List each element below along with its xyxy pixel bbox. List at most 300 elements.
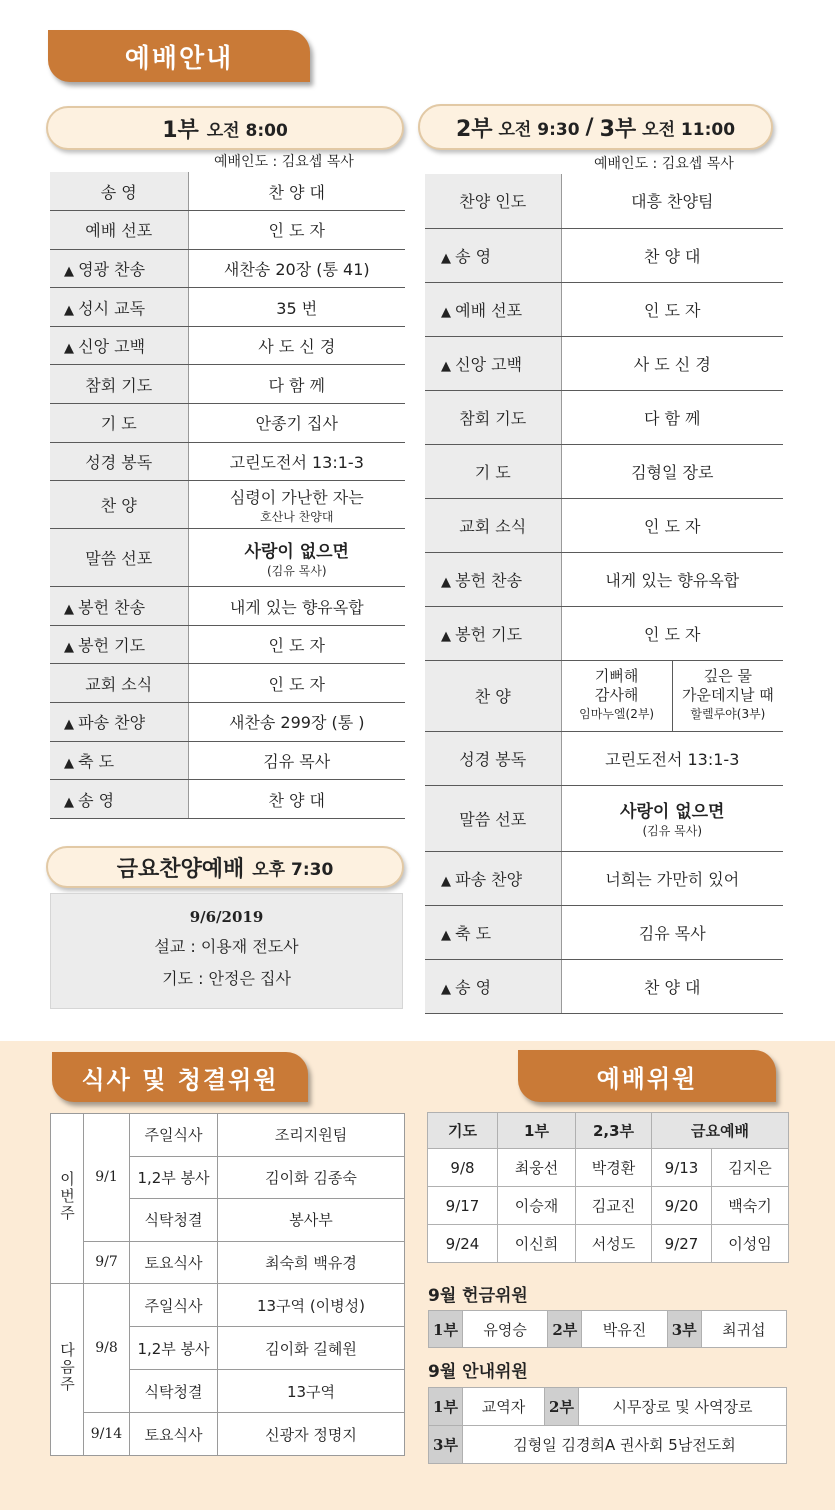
order-value-cell bbox=[188, 365, 405, 404]
order-value: 김유 목사 bbox=[638, 923, 706, 943]
worship-committee-banner bbox=[518, 1050, 776, 1102]
order-label: 봉헌 기도 bbox=[78, 636, 146, 656]
usher-table bbox=[428, 1387, 787, 1464]
offering-service-cell bbox=[548, 1311, 582, 1348]
worship-cell bbox=[652, 1225, 712, 1263]
order-label-cell bbox=[425, 444, 561, 498]
worship-p23: 서성도 bbox=[591, 1235, 636, 1253]
worship-header: 1부 bbox=[524, 1122, 549, 1140]
service23-header bbox=[418, 104, 773, 150]
order-label-cell bbox=[50, 529, 188, 587]
order-value-cell bbox=[561, 282, 783, 336]
order-value: 새찬송 299장 (통 ) bbox=[228, 713, 365, 733]
usher-name: 김형일 김경희A 권사회 5남전도회 bbox=[513, 1436, 736, 1454]
order-value-cell bbox=[188, 529, 405, 587]
order-value: 내게 있는 향유옥합 bbox=[605, 570, 740, 590]
meal-date: 9/1 bbox=[95, 1169, 118, 1186]
order-row bbox=[50, 780, 405, 819]
order-value-cell bbox=[188, 172, 405, 211]
usher-service: 3부 bbox=[433, 1436, 458, 1454]
order-value-cell bbox=[188, 587, 405, 626]
praise-left bbox=[562, 661, 673, 731]
praise-right-line1: 깊은 물 bbox=[703, 667, 752, 685]
friday-title: 금요찬양예배 bbox=[116, 856, 245, 882]
order-label: 봉헌 기도 bbox=[455, 624, 523, 644]
usher-name-cell bbox=[463, 1388, 545, 1426]
worship-fname: 백숙기 bbox=[728, 1197, 772, 1215]
worship-header-cell bbox=[498, 1113, 576, 1149]
order-row-praise bbox=[425, 660, 783, 731]
worship-fdate: 9/27 bbox=[664, 1234, 699, 1253]
meal-date-cell bbox=[84, 1114, 130, 1242]
order-value-sub: (김유 목사) bbox=[642, 824, 703, 838]
worship-p1: 최웅선 bbox=[514, 1159, 559, 1177]
order-value: 찬 양 대 bbox=[643, 977, 701, 997]
order-row bbox=[50, 404, 405, 443]
meal-row bbox=[51, 1413, 405, 1456]
offering-service: 1부 bbox=[433, 1320, 458, 1339]
order-value-cell bbox=[188, 625, 405, 664]
order-value-cell bbox=[561, 498, 783, 552]
order-value: 인 도 자 bbox=[643, 516, 701, 536]
meal-task-cell bbox=[130, 1156, 218, 1199]
offering-service-cell bbox=[667, 1311, 701, 1348]
order-value-cell bbox=[561, 785, 783, 851]
worship-row bbox=[428, 1225, 789, 1263]
order-label: 송 영 bbox=[100, 182, 137, 202]
worship-cell bbox=[428, 1225, 498, 1263]
worship-date: 9/24 bbox=[445, 1234, 480, 1253]
order-label-cell bbox=[425, 552, 561, 606]
meal-task-cell bbox=[130, 1241, 218, 1284]
triangle-icon: ▲ bbox=[441, 358, 456, 374]
service2-title: 2부 bbox=[455, 116, 493, 142]
service1-order-table bbox=[50, 172, 405, 819]
friday-prayer: 기도 : 안정은 집사 bbox=[162, 969, 291, 988]
meal-who: 조리지원팀 bbox=[274, 1126, 348, 1145]
order-row bbox=[50, 326, 405, 365]
worship-cell bbox=[712, 1225, 789, 1263]
usher-row bbox=[429, 1388, 787, 1426]
order-value: 너희는 가만히 있어 bbox=[605, 869, 740, 889]
title-separator: / bbox=[585, 114, 594, 140]
order-value: 다 함 께 bbox=[268, 375, 326, 395]
triangle-icon: ▲ bbox=[441, 304, 456, 320]
worship-header-cell bbox=[576, 1113, 652, 1149]
order-value-cell bbox=[188, 780, 405, 819]
meal-week: 이번주 bbox=[58, 1170, 76, 1222]
order-row bbox=[425, 336, 783, 390]
order-label: 성경 봉독 bbox=[459, 749, 527, 769]
worship-fname: 김지은 bbox=[728, 1159, 772, 1177]
order-label: 기 도 bbox=[474, 462, 511, 482]
triangle-icon: ▲ bbox=[64, 302, 79, 318]
meal-who-cell bbox=[218, 1114, 405, 1157]
worship-committee-table bbox=[427, 1112, 789, 1263]
meal-task: 토요식사 bbox=[144, 1425, 203, 1444]
service23-order-table bbox=[425, 174, 783, 1014]
triangle-icon: ▲ bbox=[64, 717, 79, 733]
order-value: 새찬송 20장 (통 41) bbox=[223, 259, 370, 279]
worship-cell bbox=[498, 1149, 576, 1187]
page-title: 예배안내 bbox=[124, 43, 234, 74]
order-value: 인 도 자 bbox=[268, 636, 326, 656]
meal-who-cell bbox=[218, 1199, 405, 1242]
meal-task: 주일식사 bbox=[144, 1126, 203, 1145]
order-label: 찬 양 bbox=[100, 496, 137, 516]
usher-name: 시무장로 및 사역장로 bbox=[612, 1398, 753, 1416]
triangle-icon: ▲ bbox=[64, 755, 79, 771]
worship-fdate: 9/13 bbox=[664, 1158, 699, 1177]
offering-name-cell bbox=[463, 1311, 548, 1348]
order-value-cell bbox=[188, 664, 405, 703]
order-label-cell bbox=[425, 282, 561, 336]
order-value: 안종기 집사 bbox=[255, 414, 338, 434]
worship-cell bbox=[652, 1187, 712, 1225]
order-value-cell bbox=[561, 959, 783, 1013]
meal-week-cell bbox=[51, 1114, 84, 1284]
meal-who: 신광자 정명지 bbox=[265, 1425, 357, 1444]
order-value-cell bbox=[561, 228, 783, 282]
order-value-cell bbox=[561, 851, 783, 905]
worship-header: 기도 bbox=[448, 1122, 477, 1140]
order-label-cell bbox=[50, 587, 188, 626]
order-value: 다 함 께 bbox=[643, 408, 701, 428]
triangle-icon: ▲ bbox=[64, 341, 79, 357]
order-value-cell bbox=[188, 326, 405, 365]
order-value: 인 도 자 bbox=[268, 674, 326, 694]
offering-service: 3부 bbox=[671, 1320, 697, 1339]
worship-cell bbox=[712, 1187, 789, 1225]
order-row bbox=[50, 625, 405, 664]
order-label-cell bbox=[50, 288, 188, 327]
order-row bbox=[425, 731, 783, 785]
worship-header: 2,3부 bbox=[592, 1122, 635, 1140]
order-label: 파송 찬양 bbox=[455, 869, 523, 889]
usher-service-cell bbox=[429, 1426, 463, 1464]
service3-title: 3부 bbox=[599, 116, 637, 142]
service23-leader: 예배인도 : 김요셉 목사 bbox=[594, 156, 734, 172]
triangle-icon: ▲ bbox=[441, 628, 456, 644]
order-value-cell bbox=[561, 905, 783, 959]
friday-date: 9/6/2019 bbox=[189, 908, 264, 926]
order-label: 참회 기도 bbox=[459, 408, 527, 428]
meal-who: 김이화 김종숙 bbox=[265, 1168, 357, 1187]
order-label-cell bbox=[50, 442, 188, 481]
order-label-cell bbox=[425, 174, 561, 228]
order-value: 35 번 bbox=[276, 298, 318, 318]
order-label: 축 도 bbox=[455, 923, 492, 943]
service1-leader: 예배인도 : 김요셉 목사 bbox=[214, 154, 354, 170]
order-label-cell bbox=[50, 404, 188, 443]
order-value-cell bbox=[561, 390, 783, 444]
service1-title: 1부 bbox=[162, 117, 199, 143]
order-label: 송 영 bbox=[455, 977, 492, 997]
meal-task: 1,2부 봉사 bbox=[137, 1339, 210, 1358]
offering-name-cell bbox=[701, 1311, 786, 1348]
order-value: 김형일 장로 bbox=[631, 462, 714, 482]
order-label-cell bbox=[50, 780, 188, 819]
order-row bbox=[425, 785, 783, 851]
meal-date: 9/7 bbox=[95, 1254, 118, 1271]
meal-task-cell bbox=[130, 1327, 218, 1370]
order-label-cell bbox=[425, 660, 561, 731]
friday-time: 오후 7:30 bbox=[252, 859, 334, 880]
offering-title: 9월 헌금위원 bbox=[428, 1286, 528, 1306]
worship-cell bbox=[498, 1225, 576, 1263]
order-value-cell bbox=[561, 731, 783, 785]
meal-week-cell bbox=[51, 1284, 84, 1456]
triangle-icon: ▲ bbox=[64, 263, 79, 279]
meal-task-cell bbox=[130, 1413, 218, 1456]
worship-header: 금요예배 bbox=[691, 1122, 749, 1140]
praise-split-cell bbox=[561, 660, 783, 731]
friday-box bbox=[50, 893, 403, 1009]
order-value: 사랑이 없으면 bbox=[620, 802, 725, 822]
triangle-icon: ▲ bbox=[64, 640, 79, 656]
worship-date: 9/8 bbox=[450, 1158, 475, 1177]
order-row bbox=[425, 851, 783, 905]
order-row bbox=[50, 288, 405, 327]
triangle-icon: ▲ bbox=[441, 250, 456, 266]
order-label: 봉헌 찬송 bbox=[455, 570, 523, 590]
order-label-cell bbox=[425, 606, 561, 660]
praise-split bbox=[562, 661, 784, 731]
worship-cell bbox=[428, 1149, 498, 1187]
order-label-cell bbox=[425, 851, 561, 905]
order-label-cell bbox=[50, 211, 188, 250]
praise-left-sub: 임마누엘(2부) bbox=[579, 707, 655, 721]
usher-row bbox=[429, 1426, 787, 1464]
worship-p1: 이신희 bbox=[514, 1235, 559, 1253]
meal-who: 13구역 (이병성) bbox=[256, 1296, 365, 1315]
worship-date: 9/17 bbox=[445, 1196, 480, 1215]
meal-who-cell bbox=[218, 1413, 405, 1456]
order-value: 사 도 신 경 bbox=[633, 354, 711, 374]
meal-date-cell bbox=[84, 1241, 130, 1284]
order-row bbox=[425, 552, 783, 606]
triangle-icon: ▲ bbox=[64, 601, 79, 617]
meal-row bbox=[51, 1114, 405, 1157]
meal-row bbox=[51, 1284, 405, 1327]
order-row bbox=[425, 606, 783, 660]
order-label: 축 도 bbox=[78, 751, 115, 771]
order-value-cell bbox=[561, 444, 783, 498]
meal-who-cell bbox=[218, 1241, 405, 1284]
order-label: 찬양 인도 bbox=[459, 192, 527, 212]
order-row bbox=[50, 172, 405, 211]
meal-task-cell bbox=[130, 1114, 218, 1157]
usher-service: 2부 bbox=[549, 1398, 574, 1416]
worship-p1: 이승재 bbox=[514, 1197, 559, 1215]
order-row bbox=[50, 211, 405, 250]
usher-name-cell bbox=[579, 1388, 787, 1426]
praise-right-sub: 할렐루야(3부) bbox=[690, 707, 766, 721]
order-label: 영광 찬송 bbox=[78, 259, 146, 279]
meal-who: 봉사부 bbox=[289, 1211, 333, 1230]
order-label-cell bbox=[50, 172, 188, 211]
worship-row bbox=[428, 1187, 789, 1225]
meal-who: 최숙희 백유경 bbox=[265, 1253, 357, 1272]
order-label-cell bbox=[425, 228, 561, 282]
meal-date-cell bbox=[84, 1413, 130, 1456]
order-value: 김유 목사 bbox=[263, 751, 331, 771]
triangle-icon: ▲ bbox=[64, 794, 79, 810]
order-value-cell bbox=[561, 174, 783, 228]
order-label-cell bbox=[50, 664, 188, 703]
order-value: 대흥 찬양팀 bbox=[631, 192, 714, 212]
worship-cell bbox=[498, 1187, 576, 1225]
friday-header bbox=[46, 846, 404, 888]
order-row bbox=[425, 498, 783, 552]
meal-week: 다음주 bbox=[58, 1341, 76, 1393]
triangle-icon: ▲ bbox=[441, 981, 456, 997]
meal-task-cell bbox=[130, 1199, 218, 1242]
order-label: 봉헌 찬송 bbox=[78, 597, 146, 617]
meal-date: 9/14 bbox=[90, 1426, 123, 1442]
order-label-cell bbox=[425, 390, 561, 444]
order-row bbox=[50, 703, 405, 742]
order-label-cell bbox=[50, 625, 188, 664]
worship-fdate: 9/20 bbox=[664, 1196, 699, 1215]
order-value-cell bbox=[188, 703, 405, 742]
worship-cell bbox=[712, 1149, 789, 1187]
usher-title: 9월 안내위원 bbox=[428, 1362, 528, 1382]
offering-row bbox=[429, 1311, 787, 1348]
meal-date-cell bbox=[84, 1284, 130, 1413]
order-value-cell bbox=[188, 211, 405, 250]
praise-left-line2: 감사해 bbox=[594, 686, 639, 704]
friday-sermon: 설교 : 이용재 전도사 bbox=[154, 937, 299, 956]
order-label-cell bbox=[425, 336, 561, 390]
offering-service: 2부 bbox=[552, 1320, 578, 1339]
offering-name-cell bbox=[582, 1311, 667, 1348]
order-label: 예배 선포 bbox=[455, 300, 523, 320]
meal-banner bbox=[52, 1052, 308, 1102]
order-value: 고린도전서 13:1-3 bbox=[229, 452, 364, 472]
meal-who: 13구역 bbox=[286, 1382, 336, 1401]
worship-p23: 박경환 bbox=[591, 1159, 636, 1177]
order-label: 말씀 선포 bbox=[459, 809, 527, 829]
order-label-cell bbox=[425, 731, 561, 785]
service1-time: 오전 8:00 bbox=[206, 120, 288, 141]
order-value: 내게 있는 향유옥합 bbox=[229, 597, 364, 617]
service2-time: 오전 9:30 bbox=[498, 119, 580, 140]
order-value-cell bbox=[188, 404, 405, 443]
order-value-sub: (김유 목사) bbox=[266, 563, 327, 578]
offering-name: 최귀섭 bbox=[722, 1320, 766, 1339]
worship-header-cell bbox=[652, 1113, 789, 1149]
worship-cell bbox=[428, 1187, 498, 1225]
meal-who: 김이화 길혜원 bbox=[265, 1339, 357, 1358]
meal-task: 토요식사 bbox=[144, 1253, 203, 1272]
worship-fname: 이성임 bbox=[728, 1235, 772, 1253]
order-row bbox=[425, 905, 783, 959]
worship-committee-title: 예배위원 bbox=[596, 1064, 698, 1093]
order-row bbox=[50, 249, 405, 288]
usher-name-cell bbox=[463, 1426, 787, 1464]
order-label-cell bbox=[425, 959, 561, 1013]
order-value-cell bbox=[561, 552, 783, 606]
order-row bbox=[50, 365, 405, 404]
order-label-cell bbox=[50, 703, 188, 742]
order-label: 성경 봉독 bbox=[85, 452, 153, 472]
offering-name: 박유진 bbox=[602, 1320, 647, 1339]
praise-left-line1: 기뻐해 bbox=[594, 667, 639, 685]
meal-date: 9/8 bbox=[95, 1340, 118, 1356]
order-label: 송 영 bbox=[455, 246, 492, 266]
order-label: 교회 소식 bbox=[85, 674, 153, 694]
order-value: 찬 양 대 bbox=[643, 246, 701, 266]
order-value-cell bbox=[561, 336, 783, 390]
order-label: 기 도 bbox=[100, 414, 137, 434]
order-row bbox=[425, 282, 783, 336]
order-label: 교회 소식 bbox=[459, 516, 527, 536]
order-row bbox=[50, 442, 405, 481]
page-title-banner bbox=[48, 30, 310, 82]
triangle-icon: ▲ bbox=[441, 574, 456, 590]
praise-right-line2: 가운데지날 때 bbox=[682, 686, 774, 704]
order-value: 사 도 신 경 bbox=[258, 337, 336, 357]
order-label-cell bbox=[50, 249, 188, 288]
order-value: 인 도 자 bbox=[643, 300, 701, 320]
order-row bbox=[425, 228, 783, 282]
order-label-cell bbox=[425, 905, 561, 959]
order-value-cell bbox=[188, 249, 405, 288]
order-value: 찬 양 대 bbox=[268, 790, 326, 810]
order-label: 예배 선포 bbox=[85, 221, 153, 241]
meal-who-cell bbox=[218, 1327, 405, 1370]
service3-time: 오전 11:00 bbox=[642, 119, 736, 140]
offering-table bbox=[428, 1310, 787, 1348]
order-row bbox=[425, 174, 783, 228]
order-row bbox=[50, 664, 405, 703]
meal-task-cell bbox=[130, 1284, 218, 1327]
meal-task-cell bbox=[130, 1370, 218, 1413]
order-label: 신앙 고백 bbox=[455, 354, 523, 374]
order-value-cell bbox=[188, 288, 405, 327]
order-label-cell bbox=[50, 481, 188, 529]
service1-header bbox=[46, 106, 404, 150]
order-row bbox=[425, 444, 783, 498]
meal-who-cell bbox=[218, 1370, 405, 1413]
order-value: 고린도전서 13:1-3 bbox=[605, 749, 740, 769]
order-label-cell bbox=[50, 365, 188, 404]
usher-service-cell bbox=[429, 1388, 463, 1426]
order-row bbox=[425, 390, 783, 444]
order-row bbox=[50, 529, 405, 587]
meal-task: 주일식사 bbox=[144, 1296, 203, 1315]
order-label: 성시 교독 bbox=[78, 298, 146, 318]
meal-row bbox=[51, 1241, 405, 1284]
triangle-icon: ▲ bbox=[441, 927, 456, 943]
triangle-icon: ▲ bbox=[441, 873, 456, 889]
praise-right bbox=[673, 661, 783, 731]
meal-task: 식탁청결 bbox=[144, 1382, 203, 1401]
order-value-cell bbox=[188, 481, 405, 529]
order-label-cell bbox=[425, 498, 561, 552]
usher-service: 1부 bbox=[433, 1398, 458, 1416]
worship-header-cell bbox=[428, 1113, 498, 1149]
worship-header-row bbox=[428, 1113, 789, 1149]
order-row bbox=[50, 741, 405, 780]
worship-cell bbox=[576, 1187, 652, 1225]
order-label-cell bbox=[50, 741, 188, 780]
order-value: 심령이 가난한 자는 bbox=[229, 487, 364, 507]
usher-service-cell bbox=[545, 1388, 579, 1426]
order-label: 파송 찬양 bbox=[78, 713, 146, 733]
worship-p23: 김교진 bbox=[591, 1197, 636, 1215]
